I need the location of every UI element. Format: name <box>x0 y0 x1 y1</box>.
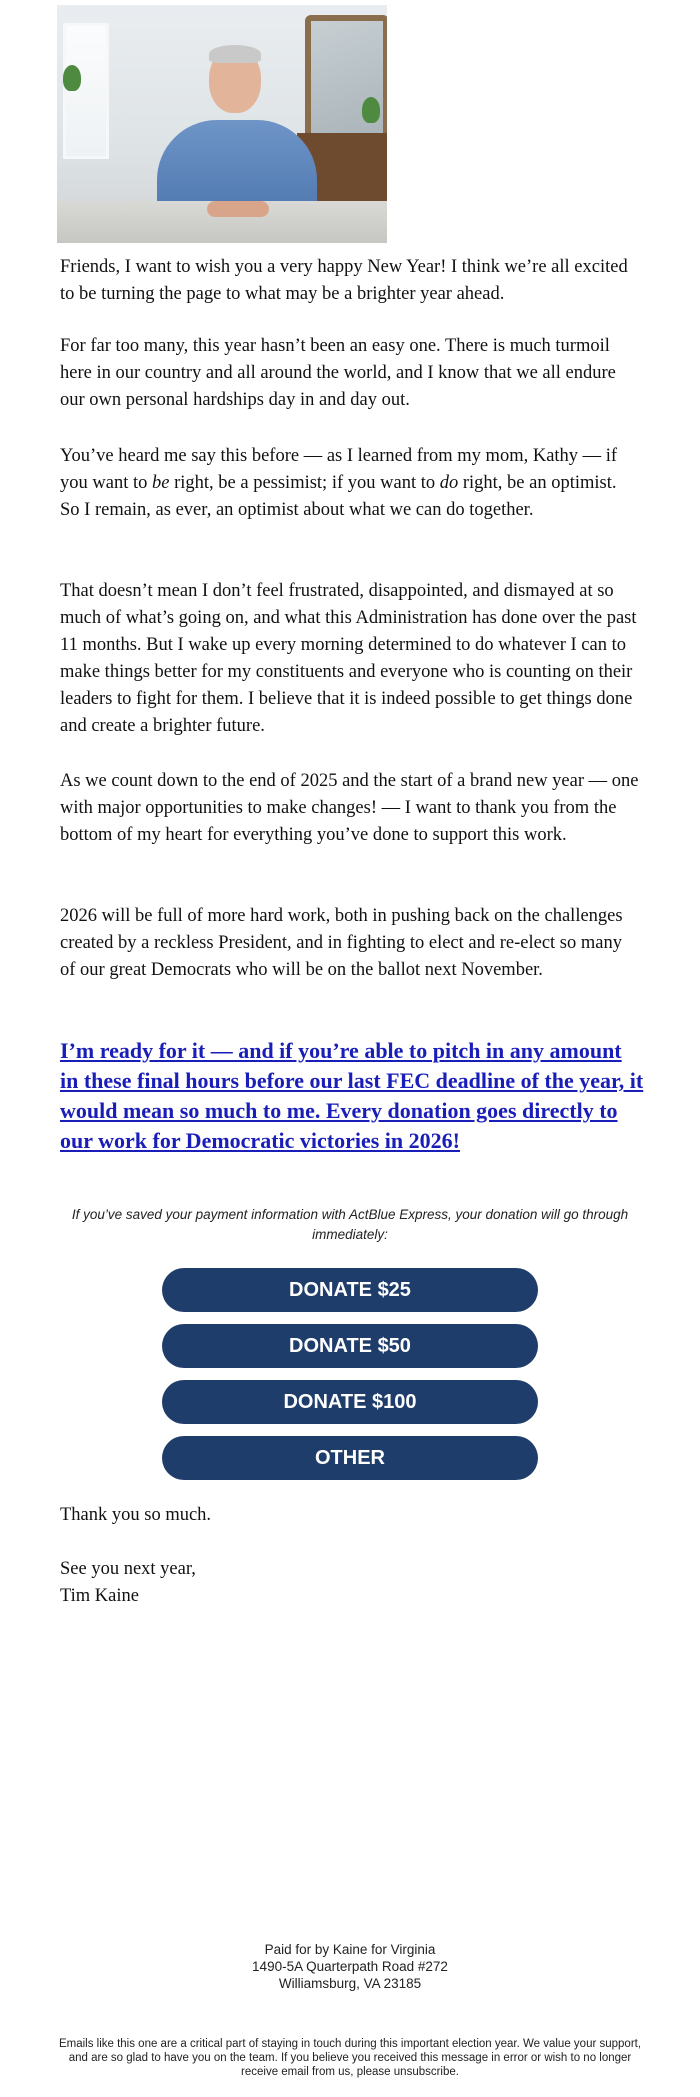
paragraph-optimist-part3: right, be an optimist. So I remain, as ever, an optimist about what we can do together. <box>60 473 617 520</box>
paragraph-frustrated: That doesn’t mean I don’t feel frustrated, disappointed, and dismayed at so much of what’s going on, and what this Administration has done over the past 11 months. But I wake up every morning determined to do whatever I can to make things better for my constituents and everyone who is counting on their leaders to fight for them. I believe that it is indeed possible to get things done and create a brighter future. <box>60 581 637 736</box>
paragraph-greeting: Friends, I want to wish you a very happy New Year! I think we’re all excited to be turning the page to what may be a brighter year ahead. <box>60 257 628 304</box>
window-left <box>63 23 109 159</box>
paragraph-thank-you: As we count down to the end of 2025 and the start of a brand new year — one with major opportunities to make changes! — I want to thank you from the bottom of my heart for everything you’ve done to support this work. <box>60 771 639 845</box>
donate-50-button[interactable]: DONATE $50 <box>162 1324 538 1368</box>
actblue-express-note: If you’ve saved your payment information with ActBlue Express, your donation will go through immediately: <box>71 1207 629 1242</box>
closing-thanks: Thank you so much. <box>60 1505 212 1525</box>
donate-cta-link[interactable]: I’m ready for it — and if you’re able to pitch in any amount in these final hours before our last FEC deadline of the year, it would mean so much to me. Every donation goes directly to our work for Democratic victories in 2026! <box>60 1038 644 1153</box>
paragraph-optimist-part2: right, be a pessimist; if you want to <box>169 473 440 493</box>
signature: Tim Kaine <box>60 1586 139 1606</box>
donate-100-button[interactable]: DONATE $100 <box>162 1380 538 1424</box>
plant-right <box>362 97 380 123</box>
address-line-1: 1490-5A Quarterpath Road #272 <box>252 1959 448 1974</box>
plant-left <box>63 65 81 91</box>
paragraph-2026: 2026 will be full of more hard work, both in pushing back on the challenges created by a reckless President, and in fighting to elect and re-elect so many of our great Democrats who will be on the ballot next November. <box>60 906 623 980</box>
person-hair <box>209 45 261 63</box>
closing-see-you: See you next year, <box>60 1559 196 1579</box>
emphasis-do: do <box>439 473 459 493</box>
donate-25-button[interactable]: DONATE $25 <box>162 1268 538 1312</box>
hero-photo <box>57 5 387 243</box>
mirror <box>305 15 387 147</box>
donate-other-button[interactable]: OTHER <box>162 1436 538 1480</box>
paragraph-optimist <box>60 443 640 524</box>
paragraph-hardships: For far too many, this year hasn’t been an easy one. There is much turmoil here in our country and all around the world, and I know that we all endure our own personal hardships day in and day out. <box>60 336 616 410</box>
person-hands <box>207 201 269 217</box>
emphasis-be: be <box>151 473 170 493</box>
paragraph-optimist-part1: You’ve heard me say this before — as I learned from my mom, Kathy — if you want to <box>60 446 618 493</box>
address-line-2: Williamsburg, VA 23185 <box>278 1976 422 1991</box>
legal-disclaimer: Emails like this one are a critical part of staying in touch during this important election year. We value your support, and are so glad to have you on the team. If you believe you received this message in error or wish to no longer receive email from us, please unsubscribe. <box>58 2038 642 2078</box>
paid-for-line: Paid for by Kaine for Virginia <box>264 1942 436 1957</box>
